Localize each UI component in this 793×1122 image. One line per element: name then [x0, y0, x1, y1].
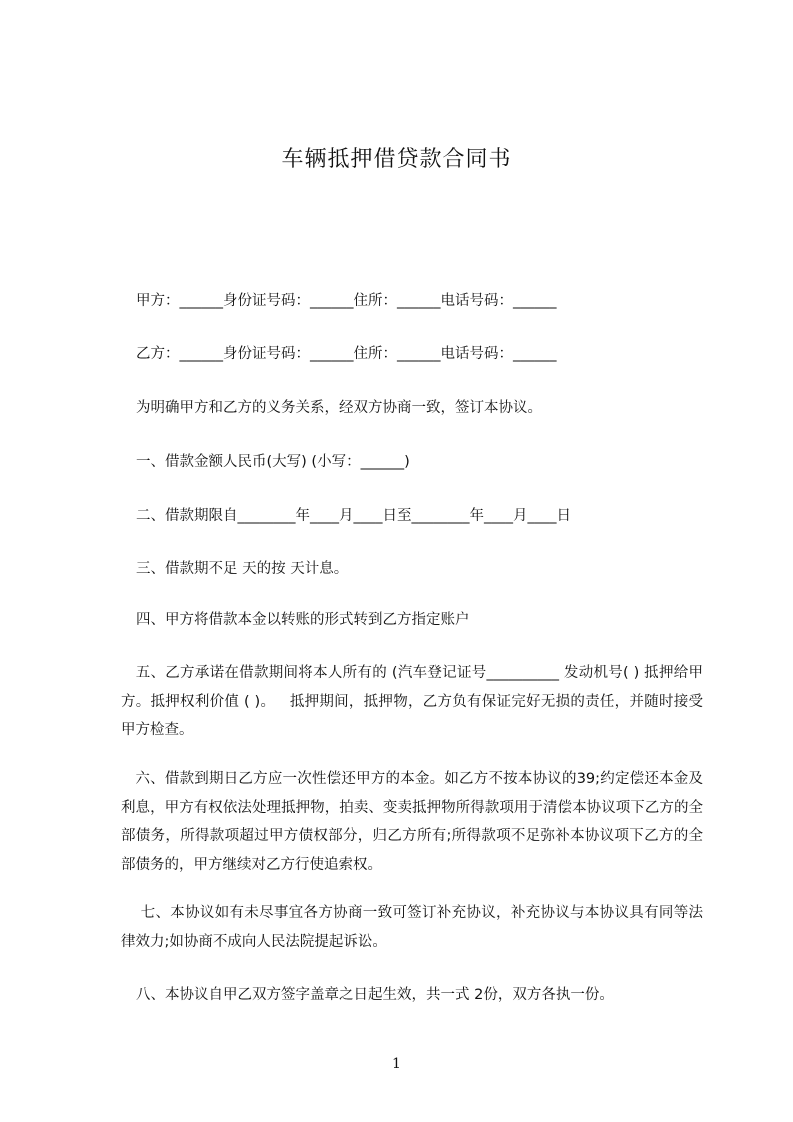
- clause-1: 一、借款金额人民币(大写) (小写：______): [136, 454, 410, 470]
- clause-3: 三、借款期不足 天的按 天计息。: [136, 561, 349, 577]
- clause-2: 二、借款期限自________年____月____日至________年____月____日: [136, 508, 571, 524]
- clause-4: 四、甲方将借款本金以转账的形式转到乙方指定账户: [136, 612, 470, 628]
- page-number: 1: [392, 1056, 401, 1072]
- party-a-line: 甲方：______身份证号码：______住所：______电话号码：______: [136, 293, 557, 309]
- page-title: 车辆抵押借贷款合同书: [281, 147, 512, 172]
- clause-5: 五、乙方承诺在借款期间将本人所有的 (汽车登记证号__________ 发动机号( ) 抵押给甲方。抵押权利价值 ( )。 抵押期间，抵押物，乙方负有保证完好无损的责任，并随时接受甲方检查。: [121, 665, 704, 738]
- clause-7: 七、本协议如有未尽事宜各方协商一致可签订补充协议，补充协议与本协议具有同等法律效力;如协商不成向人民法院提起诉讼。: [121, 905, 704, 950]
- clause-8: 八、本协议自甲乙双方签字盖章之日起生效，共一式 2份，双方各执一份。: [136, 987, 614, 1003]
- party-b-line: 乙方：______身份证号码：______住所：______电话号码：______: [136, 346, 557, 362]
- intro-paragraph: 为明确甲方和乙方的义务关系，经双方协商一致，签订本协议。: [136, 400, 542, 416]
- clause-6: 六、借款到期日乙方应一次性偿还甲方的本金。如乙方不按本协议的39;约定偿还本金及利息，甲方有权依法处理抵押物，拍卖、变卖抵押物所得款项用于清偿本协议项下乙方的全部债务，所得款项超过甲方债权部分，归乙方所有;所得款项不足弥补本协议项下乙方的全部债务的，甲方继续对乙方行使追索权。: [121, 771, 703, 873]
